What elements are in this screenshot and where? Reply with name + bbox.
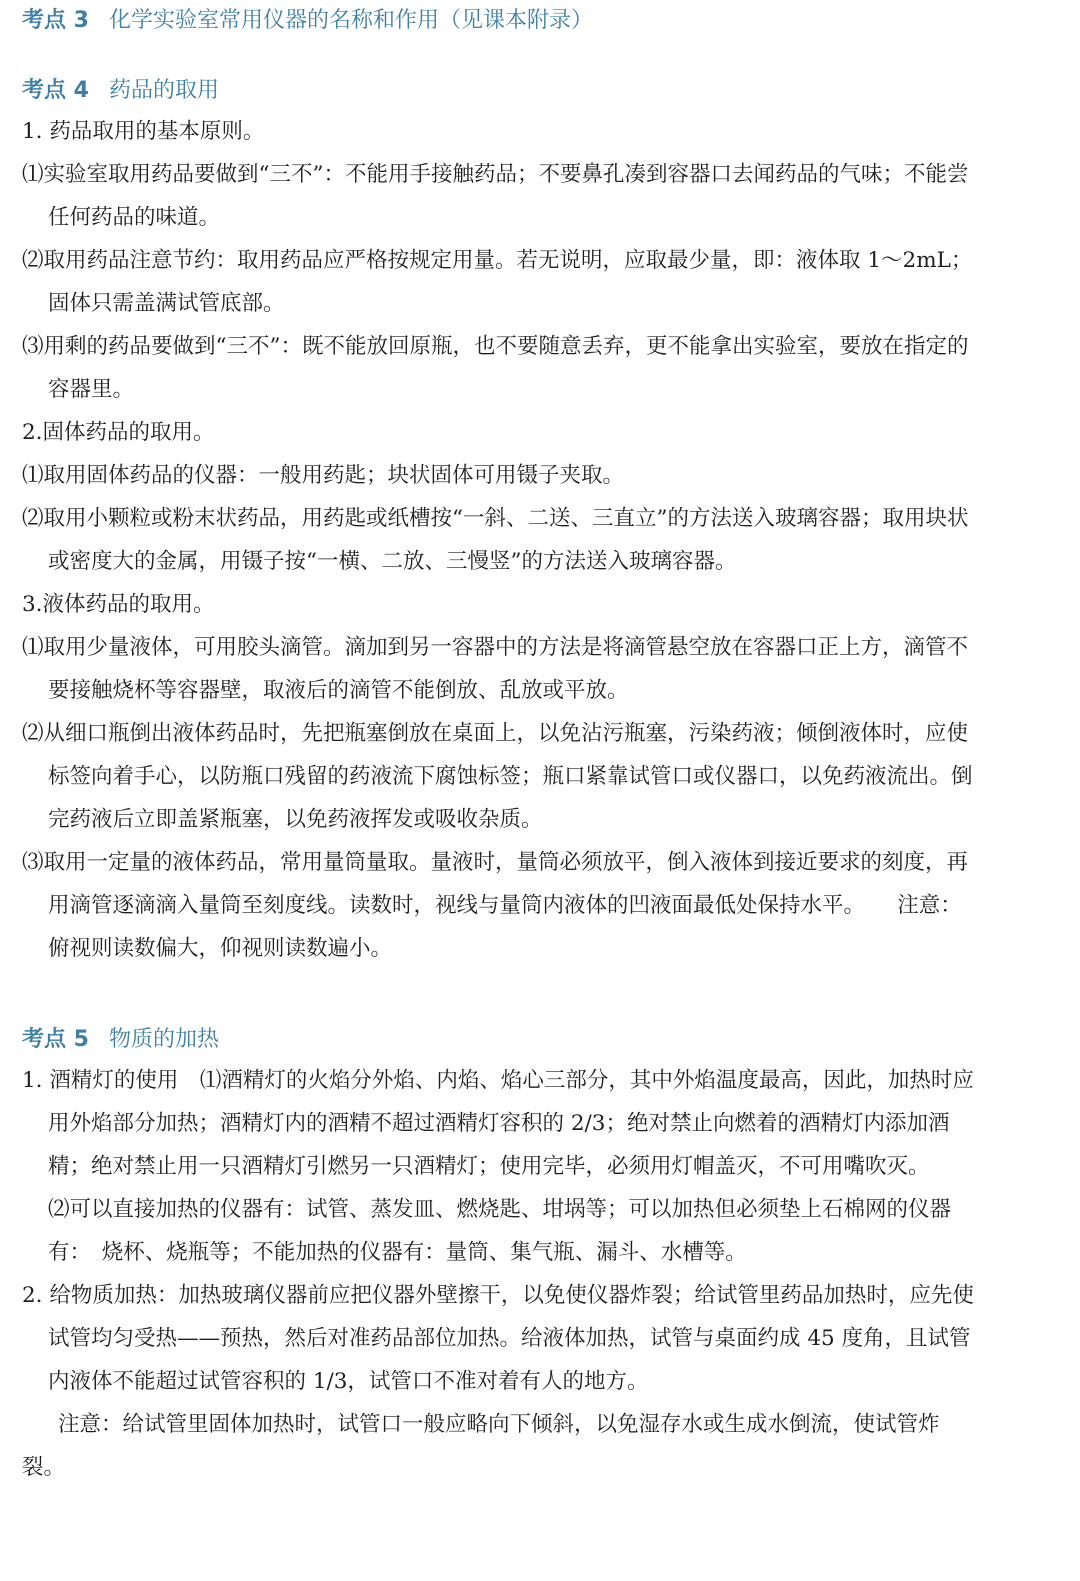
s4-item-1-2: ⑵取用药品注意节约：取用药品应严格按规定用量。若无说明，应取最少量，即：液体取 1～2mL；固体只需盖满试管底部。 (22, 248, 973, 316)
s4-item-2-2: ⑵取用小颗粒或粉末状药品，用药匙或纸槽按“一斜、二送、三直立”的方法送入玻璃容器；取用块状或密度大的金属，用镊子按“一横、二放、三慢竖”的方法送入玻璃容器。 (22, 506, 969, 574)
s5-item-1: 1. 酒精灯的使用 ⑴酒精灯的火焰分外焰、内焰、焰心三部分，其中外焰温度最高，因此，加热时应用外焰部分加热；酒精灯内的酒精不超过酒精灯容积的 2/3；绝对禁止向燃着的酒精灯内添加酒精；绝对禁止用一只酒精灯引燃另一只酒精灯；使用完毕，必须用灯帽盖灭，不可用嘴吹灭。 ⑵可以直接加热的仪器有：试管、蒸发皿、燃烧匙、坩埚等；可以加热但必须垫上石棉网的仪器有： 烧杯、烧瓶等；不能加热的仪器有：量筒、集气瓶、漏斗、水槽等。 (22, 1068, 984, 1265)
s4-item-1-3: ⑶用剩的药品要做到“三不”：既不能放回原瓶，也不要随意丢弃，更不能拿出实验室，要放在指定的容器里。 (22, 334, 969, 402)
s4-item-2: 2.固体药品的取用。 (22, 420, 215, 445)
section-5-heading (22, 1025, 980, 1055)
section-4-label: 考点 4 (22, 78, 89, 103)
section-4-title: 药品的取用 (108, 78, 219, 103)
s4-item-1: 1. 药品取用的基本原则。 (22, 119, 265, 144)
document-page (0, 6, 1080, 1581)
section-5-title: 物质的加热 (108, 1027, 219, 1052)
section-4-heading (22, 76, 980, 106)
s5-note: 注意：给试管里固体加热时，试管口一般应略向下倾斜，以免湿存水或生成水倒流，使试管炸裂。 (22, 1412, 940, 1480)
section-3-heading (22, 6, 980, 36)
s4-item-2-1: ⑴取用固体药品的仪器：一般用药匙；块状固体可用镊子夹取。 (22, 463, 625, 488)
section-3-label: 考点 3 (22, 8, 89, 33)
s4-item-1-1: ⑴实验室取用药品要做到“三不”：不能用手接触药品；不要鼻孔凑到容器口去闻药品的气味；不能尝任何药品的味道。 (22, 162, 969, 230)
s5-item-2: 2. 给物质加热：加热玻璃仪器前应把仪器外壁擦干，以免使仪器炸裂；给试管里药品加热时，应先使试管均匀受热——预热，然后对准药品部位加热。给液体加热，试管与桌面约成 45 度角，且试管内液体不能超过试管容积的 1/3，试管口不准对着有人的地方。 (22, 1283, 974, 1394)
s4-item-3-1: ⑴取用少量液体，可用胶头滴管。滴加到另一容器中的方法是将滴管悬空放在容器口正上方，滴管不要接触烧杯等容器壁，取液后的滴管不能倒放、乱放或平放。 (22, 635, 969, 703)
section-3-title: 化学实验室常用仪器的名称和作用（见课本附录） (108, 8, 593, 33)
s4-item-3: 3.液体药品的取用。 (22, 592, 215, 617)
section-5-label: 考点 5 (22, 1027, 89, 1052)
s4-item-3-2: ⑵从细口瓶倒出液体药品时，先把瓶塞倒放在桌面上，以免沾污瓶塞，污染药液；倾倒液体时，应使标签向着手心，以防瓶口残留的药液流下腐蚀标签；瓶口紧靠试管口或仪器口，以免药液流出。倒完药液后立即盖紧瓶塞，以免药液挥发或吸收杂质。 (22, 721, 973, 832)
s4-item-3-3: ⑶取用一定量的液体药品，常用量筒量取。量液时，量筒必须放平，倒入液体到接近要求的刻度，再用滴管逐滴滴入量筒至刻度线。读数时，视线与量筒内液体的凹液面最低处保持水平。 注意：俯视则读数偏大，仰视则读数遍小。 (22, 850, 969, 961)
